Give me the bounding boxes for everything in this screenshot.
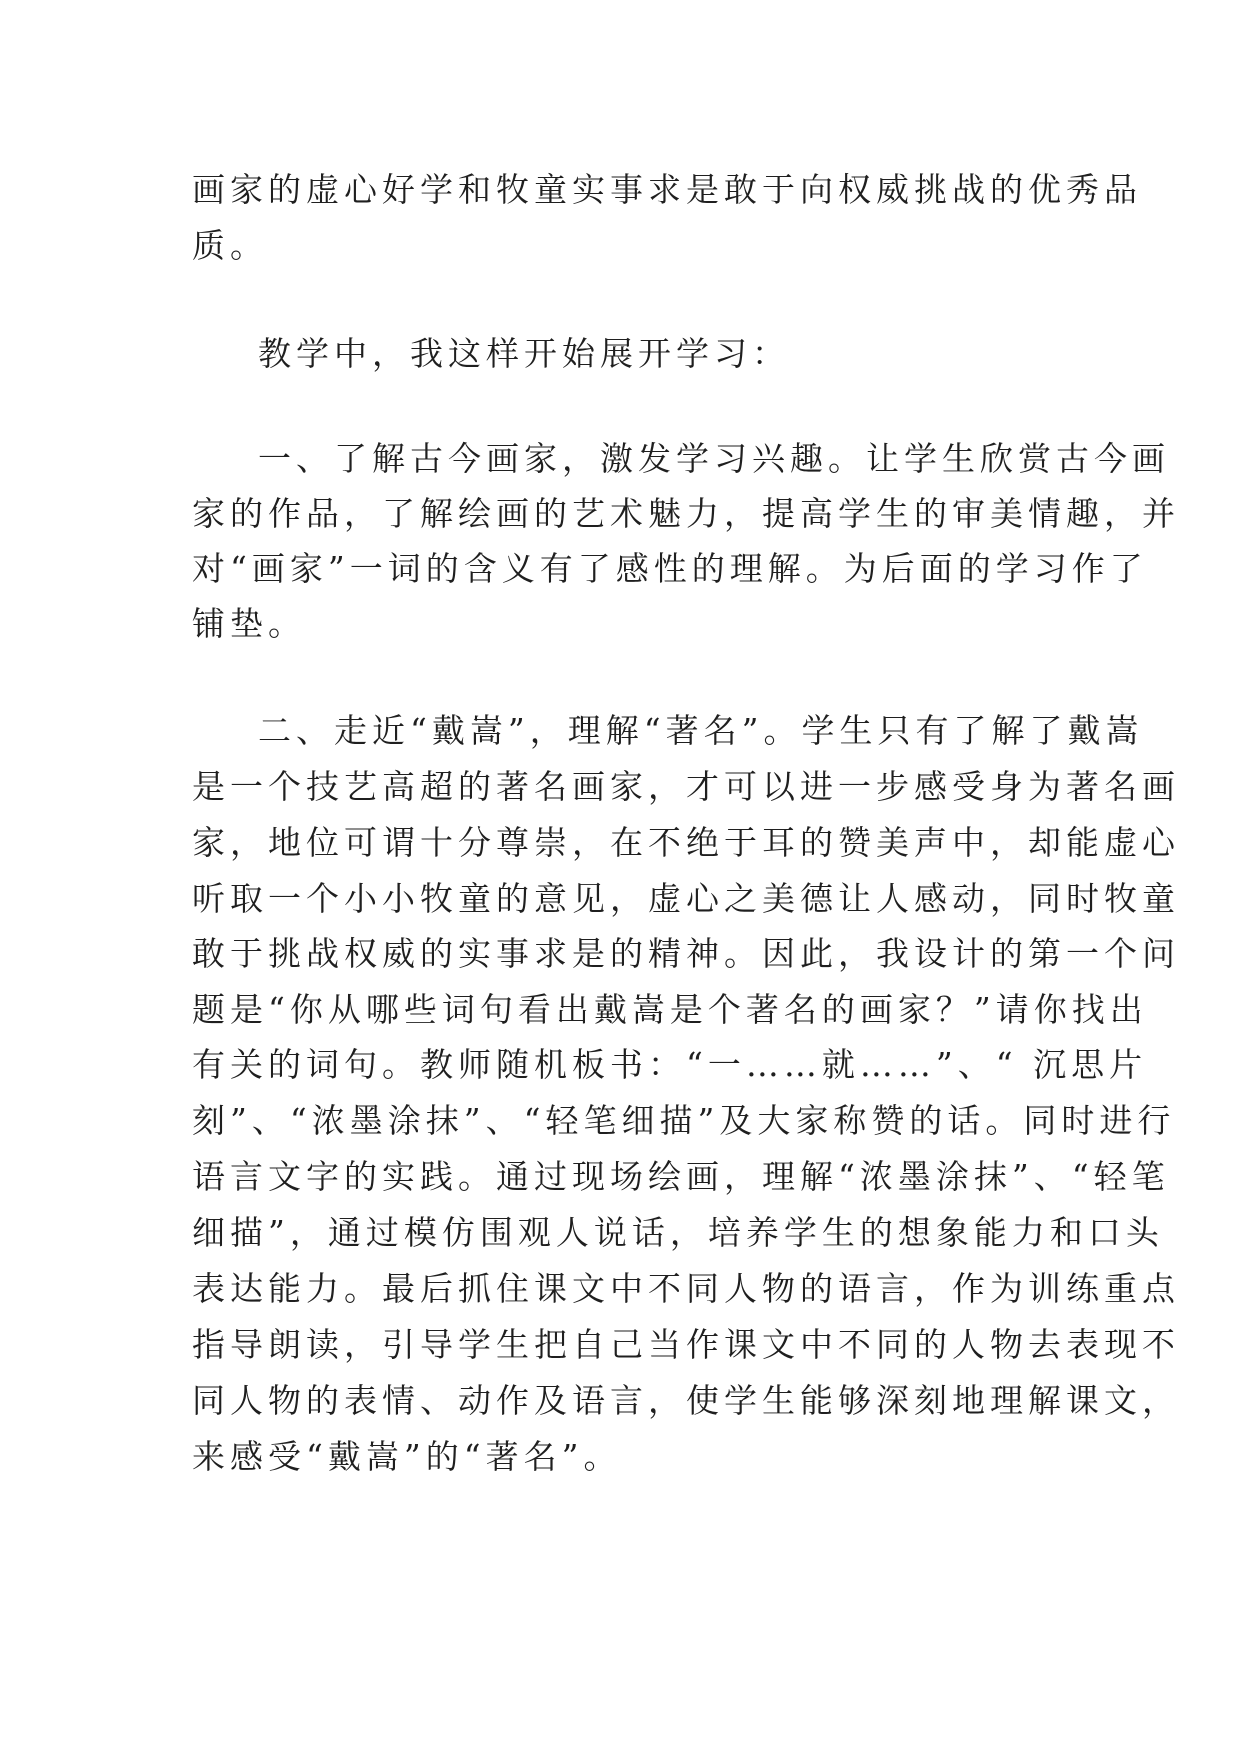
paragraph-4-line-13: 同人物的表情、动作及语言，使学生能够深刻地理解课文， (192, 1381, 1180, 1420)
paragraph-4-line-2: 是一个技艺高超的著名画家，才可以进一步感受身为著名画 (192, 767, 1180, 806)
paragraph-4-line-4: 听取一个小小牧童的意见，虚心之美德让人感动，同时牧童 (192, 879, 1180, 918)
paragraph-2-line-1: 教学中，我这样开始展开学习： (258, 334, 790, 373)
paragraph-1-line-2: 质。 (192, 226, 268, 265)
paragraph-1-line-1: 画家的虚心好学和牧童实事求是敢于向权威挑战的优秀品 (192, 170, 1142, 209)
paragraph-4-line-14: 来感受“戴嵩”的“著名”。 (192, 1437, 622, 1476)
paragraph-3-line-3: 对“画家”一词的含义有了感性的理解。为后面的学习作了 (192, 549, 1148, 588)
paragraph-4-line-8: 刻”、“浓墨涂抹”、“轻笔细描”及大家称赞的话。同时进行 (192, 1101, 1176, 1140)
paragraph-4-line-3: 家，地位可谓十分尊崇，在不绝于耳的赞美声中，却能虚心 (192, 823, 1180, 862)
paragraph-3-line-1: 一、了解古今画家，激发学习兴趣。让学生欣赏古今画 (258, 439, 1170, 478)
paragraph-4-line-5: 敢于挑战权威的实事求是的精神。因此，我设计的第一个问 (192, 934, 1180, 973)
paragraph-4-line-11: 表达能力。最后抓住课文中不同人物的语言，作为训练重点 (192, 1269, 1180, 1308)
paragraph-4-line-12: 指导朗读，引导学生把自己当作课文中不同的人物去表现不 (192, 1325, 1180, 1364)
paragraph-4-line-6: 题是“你从哪些词句看出戴嵩是个著名的画家？”请你找出 (192, 990, 1148, 1029)
paragraph-4-line-9: 语言文字的实践。通过现场绘画，理解“浓墨涂抹”、“轻笔 (192, 1157, 1170, 1196)
paragraph-4-line-7: 有关的词句。教师随机板书：“一……就……”、“ 沉思片 (192, 1045, 1148, 1084)
paragraph-4-line-1: 二、走近“戴嵩”，理解“著名”。学生只有了解了戴嵩 (258, 711, 1144, 750)
paragraph-3-line-2: 家的作品，了解绘画的艺术魅力，提高学生的审美情趣，并 (192, 494, 1180, 533)
paragraph-4-line-10: 细描”，通过模仿围观人说话，培养学生的想象能力和口头 (192, 1213, 1164, 1252)
paragraph-3-line-4: 铺垫。 (192, 604, 306, 643)
